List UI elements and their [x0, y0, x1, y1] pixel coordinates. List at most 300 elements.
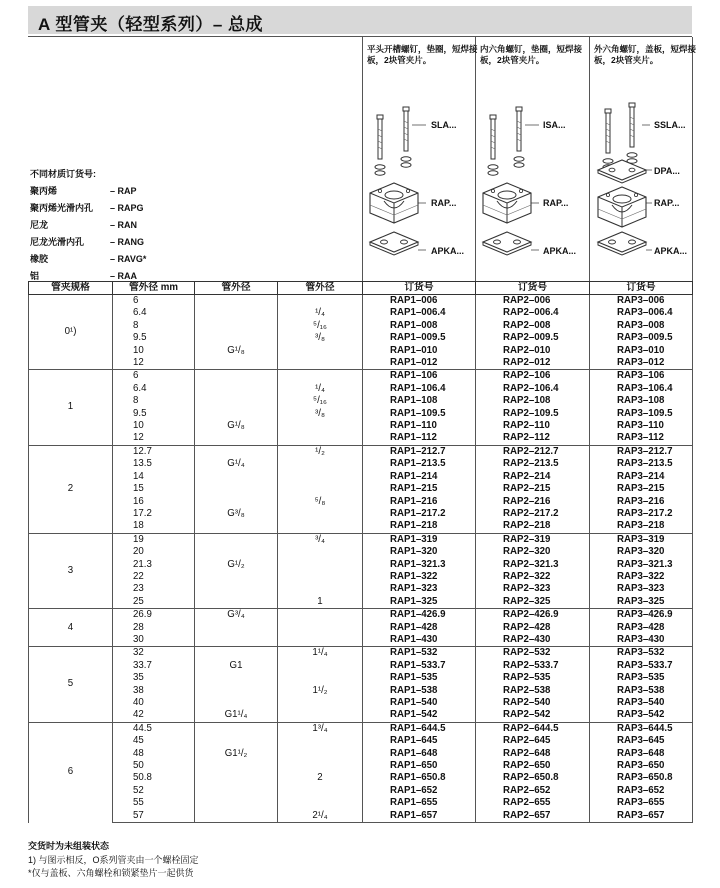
order-no-1: RAP1–108: [363, 395, 476, 407]
order-no-1: RAP1–214: [363, 471, 476, 483]
od-inch-cell: [278, 622, 363, 634]
od-thread-cell: [195, 471, 278, 483]
od-inch-cell: ³/₈: [278, 332, 363, 344]
od-mm-cell: 6.4: [113, 383, 195, 395]
table-row: [29, 432, 693, 445]
od-thread-cell: [195, 785, 278, 797]
od-inch-cell: ¹/₄: [278, 383, 363, 395]
order-no-2: RAP2–216: [476, 496, 590, 508]
header-size: 管夹规格: [29, 282, 113, 295]
od-thread-cell: G¹/₄: [195, 458, 278, 470]
header-order-2: 订货号: [476, 282, 590, 295]
od-inch-cell: [278, 432, 363, 445]
od-mm-cell: 18: [113, 520, 195, 533]
order-no-3: RAP3–542: [590, 709, 693, 722]
od-mm-cell: 12: [113, 357, 195, 370]
od-inch-cell: [278, 760, 363, 772]
od-thread-cell: [195, 383, 278, 395]
order-no-1: RAP1–321.3: [363, 559, 476, 571]
od-thread-cell: [195, 772, 278, 784]
od-thread-cell: [195, 320, 278, 332]
order-no-3: RAP3–012: [590, 357, 693, 370]
od-mm-cell: 28: [113, 622, 195, 634]
od-mm-cell: 25: [113, 596, 195, 609]
od-inch-cell: ⁵/₈: [278, 496, 363, 508]
od-inch-cell: ¹/₂: [278, 445, 363, 458]
order-no-2: RAP2–652: [476, 785, 590, 797]
od-thread-cell: [195, 357, 278, 370]
table-row: [29, 634, 693, 647]
table-row: [29, 546, 693, 558]
od-mm-cell: 6: [113, 370, 195, 383]
order-no-2: RAP2–319: [476, 533, 590, 546]
od-mm-cell: 48: [113, 748, 195, 760]
od-thread-cell: G1: [195, 660, 278, 672]
od-inch-cell: [278, 520, 363, 533]
od-mm-cell: 19: [113, 533, 195, 546]
order-no-1: RAP1–212.7: [363, 445, 476, 458]
od-mm-cell: 9.5: [113, 408, 195, 420]
od-inch-cell: [278, 559, 363, 571]
header-order-3: 订货号: [590, 282, 693, 295]
order-no-1: RAP1–428: [363, 622, 476, 634]
table-row: [29, 533, 693, 546]
od-mm-cell: 45: [113, 735, 195, 747]
order-no-2: RAP2–215: [476, 483, 590, 495]
od-thread-cell: [195, 571, 278, 583]
order-no-3: RAP3–213.5: [590, 458, 693, 470]
order-no-2: RAP2–010: [476, 345, 590, 357]
order-no-3: RAP3–319: [590, 533, 693, 546]
order-no-2: RAP2–212.7: [476, 445, 590, 458]
order-no-1: RAP1–110: [363, 420, 476, 432]
part-label: RAP...: [431, 198, 457, 208]
order-table: [28, 281, 693, 823]
order-no-3: RAP3–106: [590, 370, 693, 383]
material-item: 铝 – RAA: [30, 271, 138, 281]
part-label: APKA...: [654, 246, 688, 256]
order-no-1: RAP1–218: [363, 520, 476, 533]
od-mm-cell: 32: [113, 647, 195, 660]
order-no-1: RAP1–540: [363, 697, 476, 709]
od-inch-cell: [278, 583, 363, 595]
od-thread-cell: G¹/₈: [195, 345, 278, 357]
od-mm-cell: 6.4: [113, 307, 195, 319]
order-no-2: RAP2–533.7: [476, 660, 590, 672]
od-inch-cell: 2¹/₄: [278, 810, 363, 823]
note-series-0: 1) 与图示相反，O系列管夹由一个螺栓固定: [28, 854, 199, 865]
od-mm-cell: 35: [113, 672, 195, 684]
od-mm-cell: 50: [113, 760, 195, 772]
od-mm-cell: 21.3: [113, 559, 195, 571]
order-no-2: RAP2–655: [476, 797, 590, 809]
size-cell: 4: [29, 609, 113, 647]
table-row: [29, 647, 693, 660]
order-no-3: RAP3–430: [590, 634, 693, 647]
order-no-1: RAP1–650.8: [363, 772, 476, 784]
order-no-3: RAP3–218: [590, 520, 693, 533]
order-no-1: RAP1–426.9: [363, 609, 476, 622]
od-mm-cell: 15: [113, 483, 195, 495]
table-row: [29, 445, 693, 458]
order-no-2: RAP2–110: [476, 420, 590, 432]
order-no-2: RAP2–426.9: [476, 609, 590, 622]
od-thread-cell: [195, 697, 278, 709]
od-thread-cell: G1¹/₂: [195, 748, 278, 760]
od-thread-cell: [195, 760, 278, 772]
order-no-3: RAP3–322: [590, 571, 693, 583]
order-no-3: RAP3–008: [590, 320, 693, 332]
order-no-3: RAP3–657: [590, 810, 693, 823]
header-od-inch: 管外径: [278, 282, 363, 295]
od-inch-cell: ¹/₄: [278, 307, 363, 319]
order-no-2: RAP2–322: [476, 571, 590, 583]
part-label: APKA...: [431, 246, 465, 256]
order-no-1: RAP1–542: [363, 709, 476, 722]
material-item: 尼龙光滑内孔 – RANG: [30, 237, 145, 247]
part-label: DPA...: [654, 166, 680, 176]
od-mm-cell: 55: [113, 797, 195, 809]
od-thread-cell: [195, 810, 278, 823]
table-row: [29, 520, 693, 533]
order-no-3: RAP3–652: [590, 785, 693, 797]
order-no-2: RAP2–657: [476, 810, 590, 823]
header-od-thread: 管外径: [195, 282, 278, 295]
order-no-1: RAP1–009.5: [363, 332, 476, 344]
od-inch-cell: [278, 571, 363, 583]
order-no-2: RAP2–535: [476, 672, 590, 684]
table-row: [29, 609, 693, 622]
size-cell: 3: [29, 533, 113, 608]
page-title: A 型管夹（轻型系列）– 总成: [38, 15, 264, 34]
order-no-1: RAP1–006: [363, 295, 476, 308]
table-row: [29, 395, 693, 407]
od-thread-cell: [195, 622, 278, 634]
od-inch-cell: [278, 458, 363, 470]
od-thread-cell: [195, 722, 278, 735]
od-thread-cell: [195, 395, 278, 407]
order-no-1: RAP1–532: [363, 647, 476, 660]
od-thread-cell: G1¹/₄: [195, 709, 278, 722]
od-thread-cell: G¹/₂: [195, 559, 278, 571]
size-cell: 2: [29, 445, 113, 533]
order-no-3: RAP3–533.7: [590, 660, 693, 672]
title-bar: [28, 6, 692, 34]
od-thread-cell: [195, 797, 278, 809]
od-inch-cell: 1¹/₂: [278, 685, 363, 697]
order-no-3: RAP3–648: [590, 748, 693, 760]
part-label: SLA...: [431, 120, 457, 130]
od-inch-cell: [278, 546, 363, 558]
order-no-3: RAP3–538: [590, 685, 693, 697]
order-no-2: RAP2–650.8: [476, 772, 590, 784]
order-no-1: RAP1–320: [363, 546, 476, 558]
order-no-1: RAP1–008: [363, 320, 476, 332]
table-row: [29, 559, 693, 571]
order-no-3: RAP3–428: [590, 622, 693, 634]
od-mm-cell: 40: [113, 697, 195, 709]
od-inch-cell: 1³/₄: [278, 722, 363, 735]
od-inch-cell: [278, 295, 363, 308]
table-row: [29, 508, 693, 520]
order-no-1: RAP1–109.5: [363, 408, 476, 420]
order-no-1: RAP1–213.5: [363, 458, 476, 470]
od-mm-cell: 42: [113, 709, 195, 722]
table-row: [29, 622, 693, 634]
order-no-3: RAP3–532: [590, 647, 693, 660]
od-thread-cell: G³/₈: [195, 508, 278, 520]
table-row: [29, 810, 693, 823]
od-mm-cell: 6: [113, 295, 195, 308]
table-header: [29, 282, 693, 295]
order-no-3: RAP3–655: [590, 797, 693, 809]
table-row: [29, 383, 693, 395]
order-no-2: RAP2–650: [476, 760, 590, 772]
od-thread-cell: G³/₄: [195, 609, 278, 622]
order-no-1: RAP1–112: [363, 432, 476, 445]
od-thread-cell: [195, 634, 278, 647]
table-row: [29, 345, 693, 357]
part-label: APKA...: [543, 246, 577, 256]
od-inch-cell: ³/₄: [278, 533, 363, 546]
table-row: [29, 458, 693, 470]
order-no-3: RAP3–106.4: [590, 383, 693, 395]
order-no-1: RAP1–655: [363, 797, 476, 809]
order-no-1: RAP1–006.4: [363, 307, 476, 319]
order-no-2: RAP2–009.5: [476, 332, 590, 344]
table-row: [29, 697, 693, 709]
order-no-1: RAP1–323: [363, 583, 476, 595]
order-no-2: RAP2–006.4: [476, 307, 590, 319]
order-no-3: RAP3–320: [590, 546, 693, 558]
order-no-2: RAP2–644.5: [476, 722, 590, 735]
order-no-1: RAP1–322: [363, 571, 476, 583]
od-thread-cell: [195, 596, 278, 609]
table-row: [29, 785, 693, 797]
order-no-3: RAP3–110: [590, 420, 693, 432]
od-mm-cell: 44.5: [113, 722, 195, 735]
footnotes: [28, 840, 199, 881]
od-inch-cell: [278, 785, 363, 797]
table-row: [29, 709, 693, 722]
od-inch-cell: ⁵/₁₆: [278, 395, 363, 407]
od-inch-cell: [278, 471, 363, 483]
od-mm-cell: 9.5: [113, 332, 195, 344]
order-no-1: RAP1–535: [363, 672, 476, 684]
order-no-1: RAP1–216: [363, 496, 476, 508]
order-no-3: RAP3–650.8: [590, 772, 693, 784]
od-inch-cell: [278, 697, 363, 709]
table-row: [29, 672, 693, 684]
od-inch-cell: [278, 609, 363, 622]
order-no-3: RAP3–217.2: [590, 508, 693, 520]
table-row: [29, 370, 693, 383]
order-no-2: RAP2–540: [476, 697, 590, 709]
order-no-3: RAP3–112: [590, 432, 693, 445]
od-mm-cell: 12.7: [113, 445, 195, 458]
order-no-2: RAP2–325: [476, 596, 590, 609]
order-no-2: RAP2–430: [476, 634, 590, 647]
table-row: [29, 471, 693, 483]
od-mm-cell: 23: [113, 583, 195, 595]
order-no-3: RAP3–215: [590, 483, 693, 495]
od-inch-cell: [278, 748, 363, 760]
od-thread-cell: [195, 295, 278, 308]
header-order-1: 订货号: [363, 282, 476, 295]
od-mm-cell: 17.2: [113, 508, 195, 520]
od-inch-cell: [278, 672, 363, 684]
od-thread-cell: [195, 533, 278, 546]
order-no-1: RAP1–538: [363, 685, 476, 697]
order-no-3: RAP3–108: [590, 395, 693, 407]
part-label: RAP...: [543, 198, 569, 208]
od-inch-cell: [278, 797, 363, 809]
order-no-1: RAP1–215: [363, 483, 476, 495]
table-row: [29, 408, 693, 420]
order-no-3: RAP3–321.3: [590, 559, 693, 571]
od-thread-cell: [195, 307, 278, 319]
table-row: [29, 735, 693, 747]
order-no-1: RAP1–645: [363, 735, 476, 747]
table-row: [29, 357, 693, 370]
order-no-3: RAP3–323: [590, 583, 693, 595]
order-no-1: RAP1–652: [363, 785, 476, 797]
order-no-2: RAP2–320: [476, 546, 590, 558]
od-inch-cell: 1: [278, 596, 363, 609]
od-mm-cell: 33.7: [113, 660, 195, 672]
order-no-3: RAP3–325: [590, 596, 693, 609]
od-inch-cell: [278, 709, 363, 722]
table-row: [29, 772, 693, 784]
od-thread-cell: [195, 546, 278, 558]
order-no-1: RAP1–217.2: [363, 508, 476, 520]
order-no-3: RAP3–214: [590, 471, 693, 483]
order-no-2: RAP2–321.3: [476, 559, 590, 571]
order-no-1: RAP1–106.4: [363, 383, 476, 395]
od-thread-cell: [195, 685, 278, 697]
order-no-2: RAP2–106: [476, 370, 590, 383]
od-inch-cell: [278, 345, 363, 357]
table-body: [29, 295, 693, 823]
size-cell: 0¹): [29, 295, 113, 370]
od-thread-cell: [195, 445, 278, 458]
table-row: [29, 596, 693, 609]
table-row: [29, 583, 693, 595]
order-no-2: RAP2–109.5: [476, 408, 590, 420]
order-no-3: RAP3–006: [590, 295, 693, 308]
table-row: [29, 483, 693, 495]
od-mm-cell: 26.9: [113, 609, 195, 622]
od-mm-cell: 20: [113, 546, 195, 558]
table-row: [29, 748, 693, 760]
order-no-1: RAP1–010: [363, 345, 476, 357]
order-no-2: RAP2–217.2: [476, 508, 590, 520]
order-no-3: RAP3–009.5: [590, 332, 693, 344]
od-mm-cell: 22: [113, 571, 195, 583]
order-no-3: RAP3–535: [590, 672, 693, 684]
table-row: [29, 722, 693, 735]
order-no-2: RAP2–532: [476, 647, 590, 660]
od-inch-cell: [278, 660, 363, 672]
od-thread-cell: [195, 672, 278, 684]
od-inch-cell: ⁵/₁₆: [278, 320, 363, 332]
order-no-1: RAP1–430: [363, 634, 476, 647]
table-row: [29, 295, 693, 308]
table-row: [29, 496, 693, 508]
od-thread-cell: [195, 735, 278, 747]
order-no-1: RAP1–319: [363, 533, 476, 546]
order-no-3: RAP3–212.7: [590, 445, 693, 458]
table-row: [29, 307, 693, 319]
od-mm-cell: 10: [113, 345, 195, 357]
od-inch-cell: [278, 370, 363, 383]
od-inch-cell: [278, 357, 363, 370]
order-no-2: RAP2–214: [476, 471, 590, 483]
od-mm-cell: 30: [113, 634, 195, 647]
table-row: [29, 685, 693, 697]
od-inch-cell: 1¹/₄: [278, 647, 363, 660]
part-label: ISA...: [543, 120, 566, 130]
part-label: SSLA...: [654, 120, 686, 130]
order-no-3: RAP3–426.9: [590, 609, 693, 622]
od-thread-cell: [195, 332, 278, 344]
type-caption-1: 平头开槽螺钉，垫圈，短焊接板，2块管夹片。: [367, 44, 478, 65]
od-mm-cell: 13.5: [113, 458, 195, 470]
od-thread-cell: [195, 483, 278, 495]
od-mm-cell: 57: [113, 810, 195, 823]
table-row: [29, 571, 693, 583]
order-no-3: RAP3–216: [590, 496, 693, 508]
order-no-1: RAP1–648: [363, 748, 476, 760]
order-no-3: RAP3–644.5: [590, 722, 693, 735]
order-no-2: RAP2–108: [476, 395, 590, 407]
material-item: 聚丙烯 – RAP: [30, 186, 137, 196]
size-cell: 1: [29, 370, 113, 445]
od-inch-cell: [278, 735, 363, 747]
od-inch-cell: 2: [278, 772, 363, 784]
material-item: 尼龙 – RAN: [30, 220, 138, 230]
table-row: [29, 332, 693, 344]
order-no-3: RAP3–006.4: [590, 307, 693, 319]
order-no-2: RAP2–648: [476, 748, 590, 760]
order-no-1: RAP1–644.5: [363, 722, 476, 735]
material-item: 橡胶 – RAVG*: [30, 254, 147, 264]
order-no-1: RAP1–533.7: [363, 660, 476, 672]
od-inch-cell: [278, 508, 363, 520]
od-thread-cell: [195, 496, 278, 508]
order-no-3: RAP3–109.5: [590, 408, 693, 420]
od-mm-cell: 38: [113, 685, 195, 697]
order-no-1: RAP1–325: [363, 596, 476, 609]
size-cell: 5: [29, 647, 113, 722]
od-thread-cell: [195, 370, 278, 383]
order-no-2: RAP2–645: [476, 735, 590, 747]
header-od-mm: 管外径 mm: [113, 282, 195, 295]
note-rubber: *仅与盖板、六角螺栓和锁紧垫片一起供货: [28, 868, 194, 878]
od-thread-cell: [195, 520, 278, 533]
od-mm-cell: 14: [113, 471, 195, 483]
order-no-2: RAP2–538: [476, 685, 590, 697]
order-no-3: RAP3–650: [590, 760, 693, 772]
od-thread-cell: [195, 408, 278, 420]
od-inch-cell: ³/₈: [278, 408, 363, 420]
order-no-1: RAP1–012: [363, 357, 476, 370]
od-mm-cell: 12: [113, 432, 195, 445]
grid-line: [692, 37, 693, 281]
od-inch-cell: [278, 483, 363, 495]
od-mm-cell: 52: [113, 785, 195, 797]
order-no-2: RAP2–218: [476, 520, 590, 533]
